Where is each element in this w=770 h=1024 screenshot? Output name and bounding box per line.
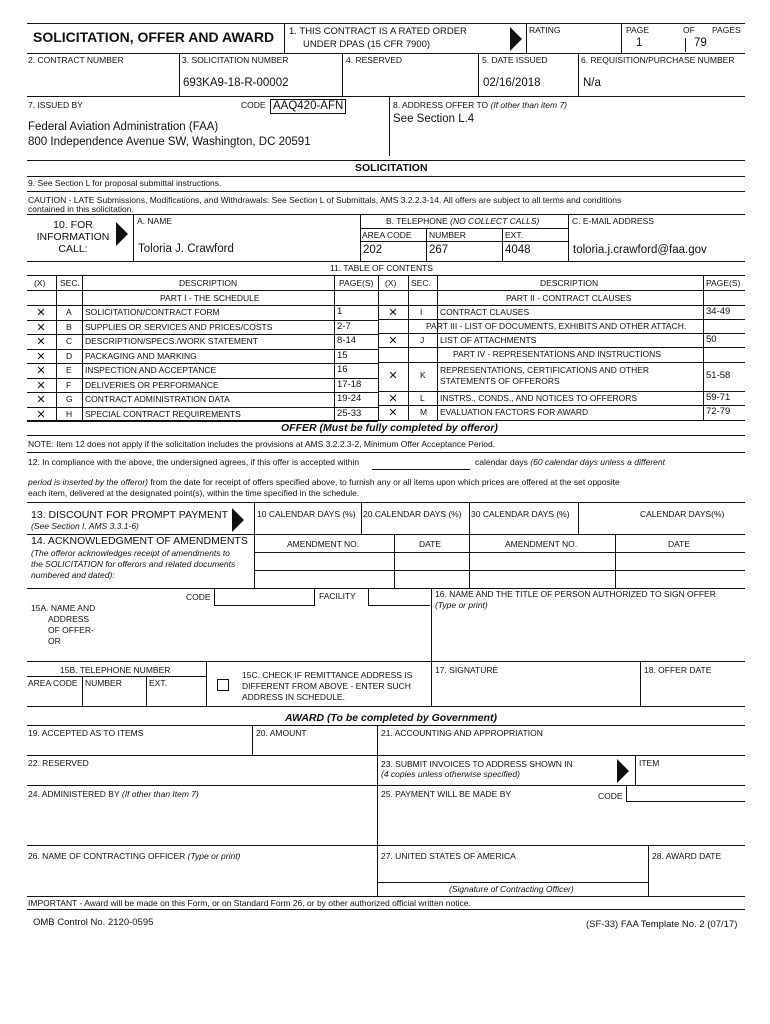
toc-row-j-sec: J — [420, 335, 425, 345]
issued-by-label: 7. ISSUED BY — [28, 100, 83, 110]
requisition-label: 6. REQUISITION/PURCHASE NUMBER — [581, 55, 735, 65]
toc-row-l-x: ✕ — [388, 393, 398, 405]
toc-row-x: ✕ — [36, 408, 46, 421]
area-code-value: 202 — [363, 244, 383, 256]
rating-label: RATING — [529, 25, 561, 35]
solicitation-number-label: 3. SOLICITATION NUMBER — [182, 55, 289, 65]
toc-row-x: ✕ — [36, 321, 46, 334]
item13-arrow-icon — [232, 508, 244, 532]
item25-label: 25. PAYMENT WILL BE MADE BY — [381, 789, 512, 799]
pages-label: PAGES — [712, 25, 741, 35]
address-offer-label: 8. ADDRESS OFFER TO (If other than item 7) — [393, 100, 568, 110]
payment-code-label: CODE — [598, 791, 623, 801]
toc-col-pages: PAGE(S) — [339, 278, 374, 288]
signature-caption: (Signature of Contracting Officer) — [449, 884, 574, 894]
amendment-no-label-1: AMENDMENT NO. — [287, 539, 360, 549]
toc-row-j-desc: LIST OF ATTACHMENTS — [440, 335, 537, 345]
page-number: 1 — [636, 37, 643, 49]
item15a-label-4: OR — [48, 636, 61, 646]
item12-text-b: calendar days (60 calendar days unless a different — [475, 457, 665, 467]
toc-row-l-sec: L — [420, 393, 425, 403]
toc-row-desc: DESCRIPTION/SPECS./WORK STATEMENT — [85, 336, 259, 346]
toc-row-desc: PACKAGING AND MARKING — [85, 350, 197, 361]
remittance-checkbox[interactable] — [217, 679, 229, 691]
item15c-line2: DIFFERENT FROM ABOVE - ENTER SUCH — [242, 681, 411, 691]
phone-area-code-label: AREA CODE — [28, 678, 78, 688]
item23-line1: 23. SUBMIT INVOICES TO ADDRESS SHOWN IN — [381, 759, 573, 769]
toc-row-sec: E — [66, 365, 72, 375]
for-info-line1: 10. FOR — [53, 219, 93, 231]
item22-label: 22. RESERVED — [28, 758, 89, 768]
of-label: OF — [683, 25, 695, 35]
solicitation-number-value: 693KA9-18-R-00002 — [183, 77, 289, 89]
toc-col-pages-right: PAGE(S) — [706, 278, 741, 288]
toc-row-pages: 15 — [337, 349, 348, 361]
important-note: IMPORTANT - Award will be made on this Form, or on Standard Form 26, or by other authorized official written notice. — [28, 898, 471, 908]
offeror-code-label: CODE — [186, 592, 211, 602]
item18-label: 18. OFFER DATE — [644, 665, 712, 675]
toc-col-sec-right: SEC. — [411, 278, 431, 288]
email-label: C. E-MAIL ADDRESS — [572, 216, 654, 226]
caution-line1: CAUTION - LATE Submissions, Modifications, and Withdrawals: See Section L of Submittals, AMS 3.2.2.3-14. All offers are subject to all terms and conditions — [28, 195, 622, 205]
email-value: toloria.j.crawford@faa.gov — [573, 244, 707, 256]
toc-part1: PART I - THE SCHEDULE — [160, 293, 260, 303]
toc-row-m-desc: EVALUATION FACTORS FOR AWARD — [440, 407, 589, 417]
requisition-value: N/a — [583, 77, 601, 89]
toc-row-x: ✕ — [36, 336, 46, 348]
toc-row-divider — [27, 363, 378, 364]
toc-part4: PART IV - REPRESENTATIONS AND INSTRUCTIONS — [453, 349, 661, 359]
toc-row-k-desc2: STATEMENTS OF OFFERORS — [440, 376, 560, 386]
phone-ext-label: EXT. — [149, 678, 167, 688]
toc-row-sec: F — [66, 379, 72, 390]
item14-sub3: numbered and dated): — [31, 570, 115, 580]
toc-heading: 11. TABLE OF CONTENTS — [330, 263, 433, 273]
reserved-label: 4. RESERVED — [346, 55, 403, 65]
item9-note: 9. See Section L for proposal submittal instructions. — [28, 178, 222, 188]
rated-order-sub: UNDER DPAS (15 CFR 7900) — [303, 39, 431, 50]
address-offer-value: See Section L.4 — [393, 113, 475, 125]
item14-label: 14. ACKNOWLEDGMENT OF AMENDMENTS — [31, 535, 248, 547]
toc-row-desc: CONTRACT ADMINISTRATION DATA — [85, 394, 230, 404]
number-label: NUMBER — [429, 230, 466, 240]
page-label: PAGE — [626, 25, 649, 35]
item19-label: 19. ACCEPTED AS TO ITEMS — [28, 728, 144, 738]
toc-row-sec: A — [66, 307, 72, 317]
toc-row-k-x: ✕ — [388, 370, 398, 382]
toc-row-sec: D — [66, 350, 73, 361]
toc-col-sec: SEC. — [60, 278, 80, 288]
date-issued-label: 5. DATE ISSUED — [482, 55, 548, 65]
amendment-no-label-2: AMENDMENT NO. — [505, 539, 578, 549]
offeror-facility-label: FACILITY — [319, 591, 356, 601]
toc-row-pages: 1 — [337, 306, 343, 317]
toc-row-divider — [27, 349, 378, 350]
discount-30-days[interactable]: 30 CALENDAR DAYS (%) — [471, 509, 570, 519]
toc-row-x: ✕ — [36, 394, 46, 406]
toc-part3: PART III - LIST OF DOCUMENTS, EXHIBITS AND OTHER ATTACH. — [426, 321, 687, 331]
issuer-org-line2: 800 Independence Avenue SW, Washington, DC 20591 — [28, 136, 311, 148]
contact-name-value: Toloria J. Crawford — [138, 243, 234, 255]
toc-row-m-sec: M — [420, 407, 428, 417]
item23-arrow-icon — [617, 759, 629, 783]
toc-row-pages: 19-24 — [337, 393, 362, 404]
toc-col-x-right: (X) — [385, 278, 397, 288]
form-template-id: (SF-33) FAA Template No. 2 (07/17) — [586, 919, 738, 930]
solicitation-heading: SOLICITATION — [355, 162, 428, 174]
item15a-label-3: OF OFFER- — [48, 625, 94, 635]
toc-row-m-x: ✕ — [388, 407, 398, 419]
for-info-line2: INFORMATION — [36, 231, 110, 243]
amendment-date-label-1: DATE — [419, 539, 442, 549]
toc-row-sec: B — [66, 321, 72, 332]
item13-label: 13. DISCOUNT FOR PROMPT PAYMENT — [31, 509, 228, 521]
toc-part2: PART II - CONTRACT CLAUSES — [506, 293, 632, 303]
contract-number-label: 2. CONTRACT NUMBER — [28, 55, 124, 65]
item12-text-d: each item, delivered at the designated point(s), within the time specified in the schedule. — [28, 488, 360, 498]
discount-other-days[interactable]: CALENDAR DAYS(%) — [640, 509, 725, 519]
caution-line2: contained in this solicitation. — [28, 204, 134, 214]
for-info-arrow-icon — [116, 222, 128, 246]
form-title: SOLICITATION, OFFER AND AWARD — [33, 29, 275, 45]
amendment-date-label-2: DATE — [668, 539, 691, 549]
discount-10-days[interactable]: 10 CALENDAR DAYS (%) — [257, 509, 356, 519]
toc-row-i-x: ✕ — [388, 307, 398, 319]
toc-row-sec: C — [66, 336, 73, 346]
toc-col-x: (X) — [34, 278, 46, 288]
toc-row-sec: G — [66, 394, 73, 404]
for-info-line3: CALL: — [58, 243, 88, 255]
toc-row-desc: INSPECTION AND ACCEPTANCE — [85, 365, 217, 375]
item15a-label-2: ADDRESS — [48, 614, 90, 624]
item15b-label: 15B. TELEPHONE NUMBER — [60, 665, 171, 675]
item12-note: NOTE: Item 12 does not apply if the solicitation includes the provisions at AMS 3.2.2.3-2, Minimum Offer Acceptance Period. — [28, 439, 496, 449]
item16-sub: (Type or print) — [435, 600, 488, 610]
toc-row-desc: DELIVERIES OR PERFORMANCE — [85, 379, 219, 390]
phone-number-label: NUMBER — [85, 678, 122, 688]
item17-label: 17. SIGNATURE — [435, 665, 499, 675]
item15c-line1: 15C. CHECK IF REMITTANCE ADDRESS IS — [242, 670, 413, 680]
item15a-label-1: 15A. NAME AND — [31, 603, 96, 613]
item28-label: 28. AWARD DATE — [652, 851, 722, 861]
item21-label: 21. ACCOUNTING AND APPROPRIATION — [381, 728, 543, 738]
toc-row-desc: SUPPLIES OR SERVICES AND PRICES/COSTS — [85, 321, 273, 332]
issued-code-value: AAQ420-AFN — [270, 99, 346, 114]
ext-label: EXT. — [505, 230, 523, 240]
item23-line2: (4 copies unless otherwise specified) — [381, 769, 520, 779]
toc-row-desc: SOLICITATION/CONTRACT FORM — [85, 307, 220, 317]
toc-row-divider — [27, 378, 378, 379]
toc-row-divider — [27, 320, 378, 321]
contact-name-label: A. NAME — [137, 216, 172, 226]
item16-label: 16. NAME AND THE TITLE OF PERSON AUTHORIZED TO SIGN OFFER — [435, 589, 716, 599]
toc-row-pages: 8-14 — [337, 335, 357, 346]
toc-col-desc: DESCRIPTION — [179, 278, 238, 288]
omb-control-number: OMB Control No. 2120-0595 — [33, 917, 154, 928]
item27-label: 27. UNITED STATES OF AMERICA — [381, 851, 516, 861]
toc-row-desc: SPECIAL CONTRACT REQUIREMENTS — [85, 408, 241, 419]
item12-text-a: 12. In compliance with the above, the undersigned agrees, if this offer is accepted within — [28, 457, 360, 467]
toc-row-k-pages: 51-58 — [706, 370, 731, 381]
toc-row-pages: 17-18 — [337, 378, 362, 390]
rated-order-label: 1. THIS CONTRACT IS A RATED ORDER — [289, 26, 467, 37]
telephone-label: B. TELEPHONE (NO COLLECT CALLS) — [386, 216, 540, 226]
toc-row-k-desc1: REPRESENTATIONS, CERTIFICATIONS AND OTHER — [440, 365, 650, 375]
item14-sub2: the SOLICITATION for offerors and related documents — [31, 559, 236, 569]
item20-label: 20. AMOUNT — [256, 728, 307, 738]
item13-sub: (See Section I, AMS 3.3.1-6) — [31, 521, 139, 531]
item15c-line3: ADDRESS IN SCHEDULE. — [242, 692, 345, 702]
toc-row-k-sec: K — [420, 370, 426, 380]
offer-heading: OFFER (Must be fully completed by offeror) — [281, 422, 498, 434]
toc-row-x: ✕ — [36, 379, 46, 392]
award-heading: AWARD (To be completed by Government) — [285, 712, 497, 724]
toc-row-sec: H — [66, 408, 73, 419]
issued-code-label: CODE — [241, 100, 266, 110]
toc-row-x: ✕ — [36, 307, 46, 319]
area-code-label: AREA CODE — [362, 230, 412, 240]
toc-row-l-desc: INSTRS., CONDS., AND NOTICES TO OFFERORS — [440, 393, 638, 403]
toc-row-i-sec: I — [420, 307, 423, 317]
toc-row-x: ✕ — [36, 350, 46, 363]
item-label: ITEM — [639, 758, 660, 768]
total-pages: 79 — [694, 37, 707, 49]
rated-order-arrow-icon — [510, 27, 522, 51]
ext-value: 4048 — [505, 244, 531, 256]
item14-sub1: (The offeror acknowledges receipt of amendments to — [31, 548, 230, 558]
toc-row-l-pages: 59-71 — [706, 392, 731, 403]
toc-row-x: ✕ — [36, 365, 46, 377]
toc-row-divider — [27, 407, 378, 408]
toc-row-i-pages: 34-49 — [706, 306, 731, 317]
toc-row-j-pages: 50 — [706, 334, 717, 345]
issuer-org-line1: Federal Aviation Administration (FAA) — [28, 121, 219, 133]
toc-row-pages: 2-7 — [337, 320, 351, 332]
toc-row-pages: 16 — [337, 364, 348, 375]
toc-row-divider — [27, 392, 378, 393]
date-issued-value: 02/16/2018 — [483, 77, 541, 89]
toc-row-m-pages: 72-79 — [706, 406, 731, 417]
toc-row-pages: 25-33 — [337, 407, 362, 419]
item12-text-c: period is inserted by the offeror) from the date for receipt of offers specified above, to furnish any or all items upon which prices are offered at the set opposite — [28, 477, 620, 487]
item24-label: 24. ADMINISTERED BY (If other than Item 7) — [28, 789, 199, 799]
toc-row-divider — [27, 334, 378, 335]
toc-row-i-desc: CONTRACT CLAUSES — [440, 307, 530, 317]
number-value: 267 — [429, 244, 449, 256]
discount-20-days[interactable]: 20 CALENDAR DAYS (%) — [363, 509, 462, 519]
item26-label: 26. NAME OF CONTRACTING OFFICER (Type or print) — [28, 851, 241, 861]
toc-row-j-x: ✕ — [388, 335, 398, 347]
toc-col-desc-right: DESCRIPTION — [540, 278, 599, 288]
